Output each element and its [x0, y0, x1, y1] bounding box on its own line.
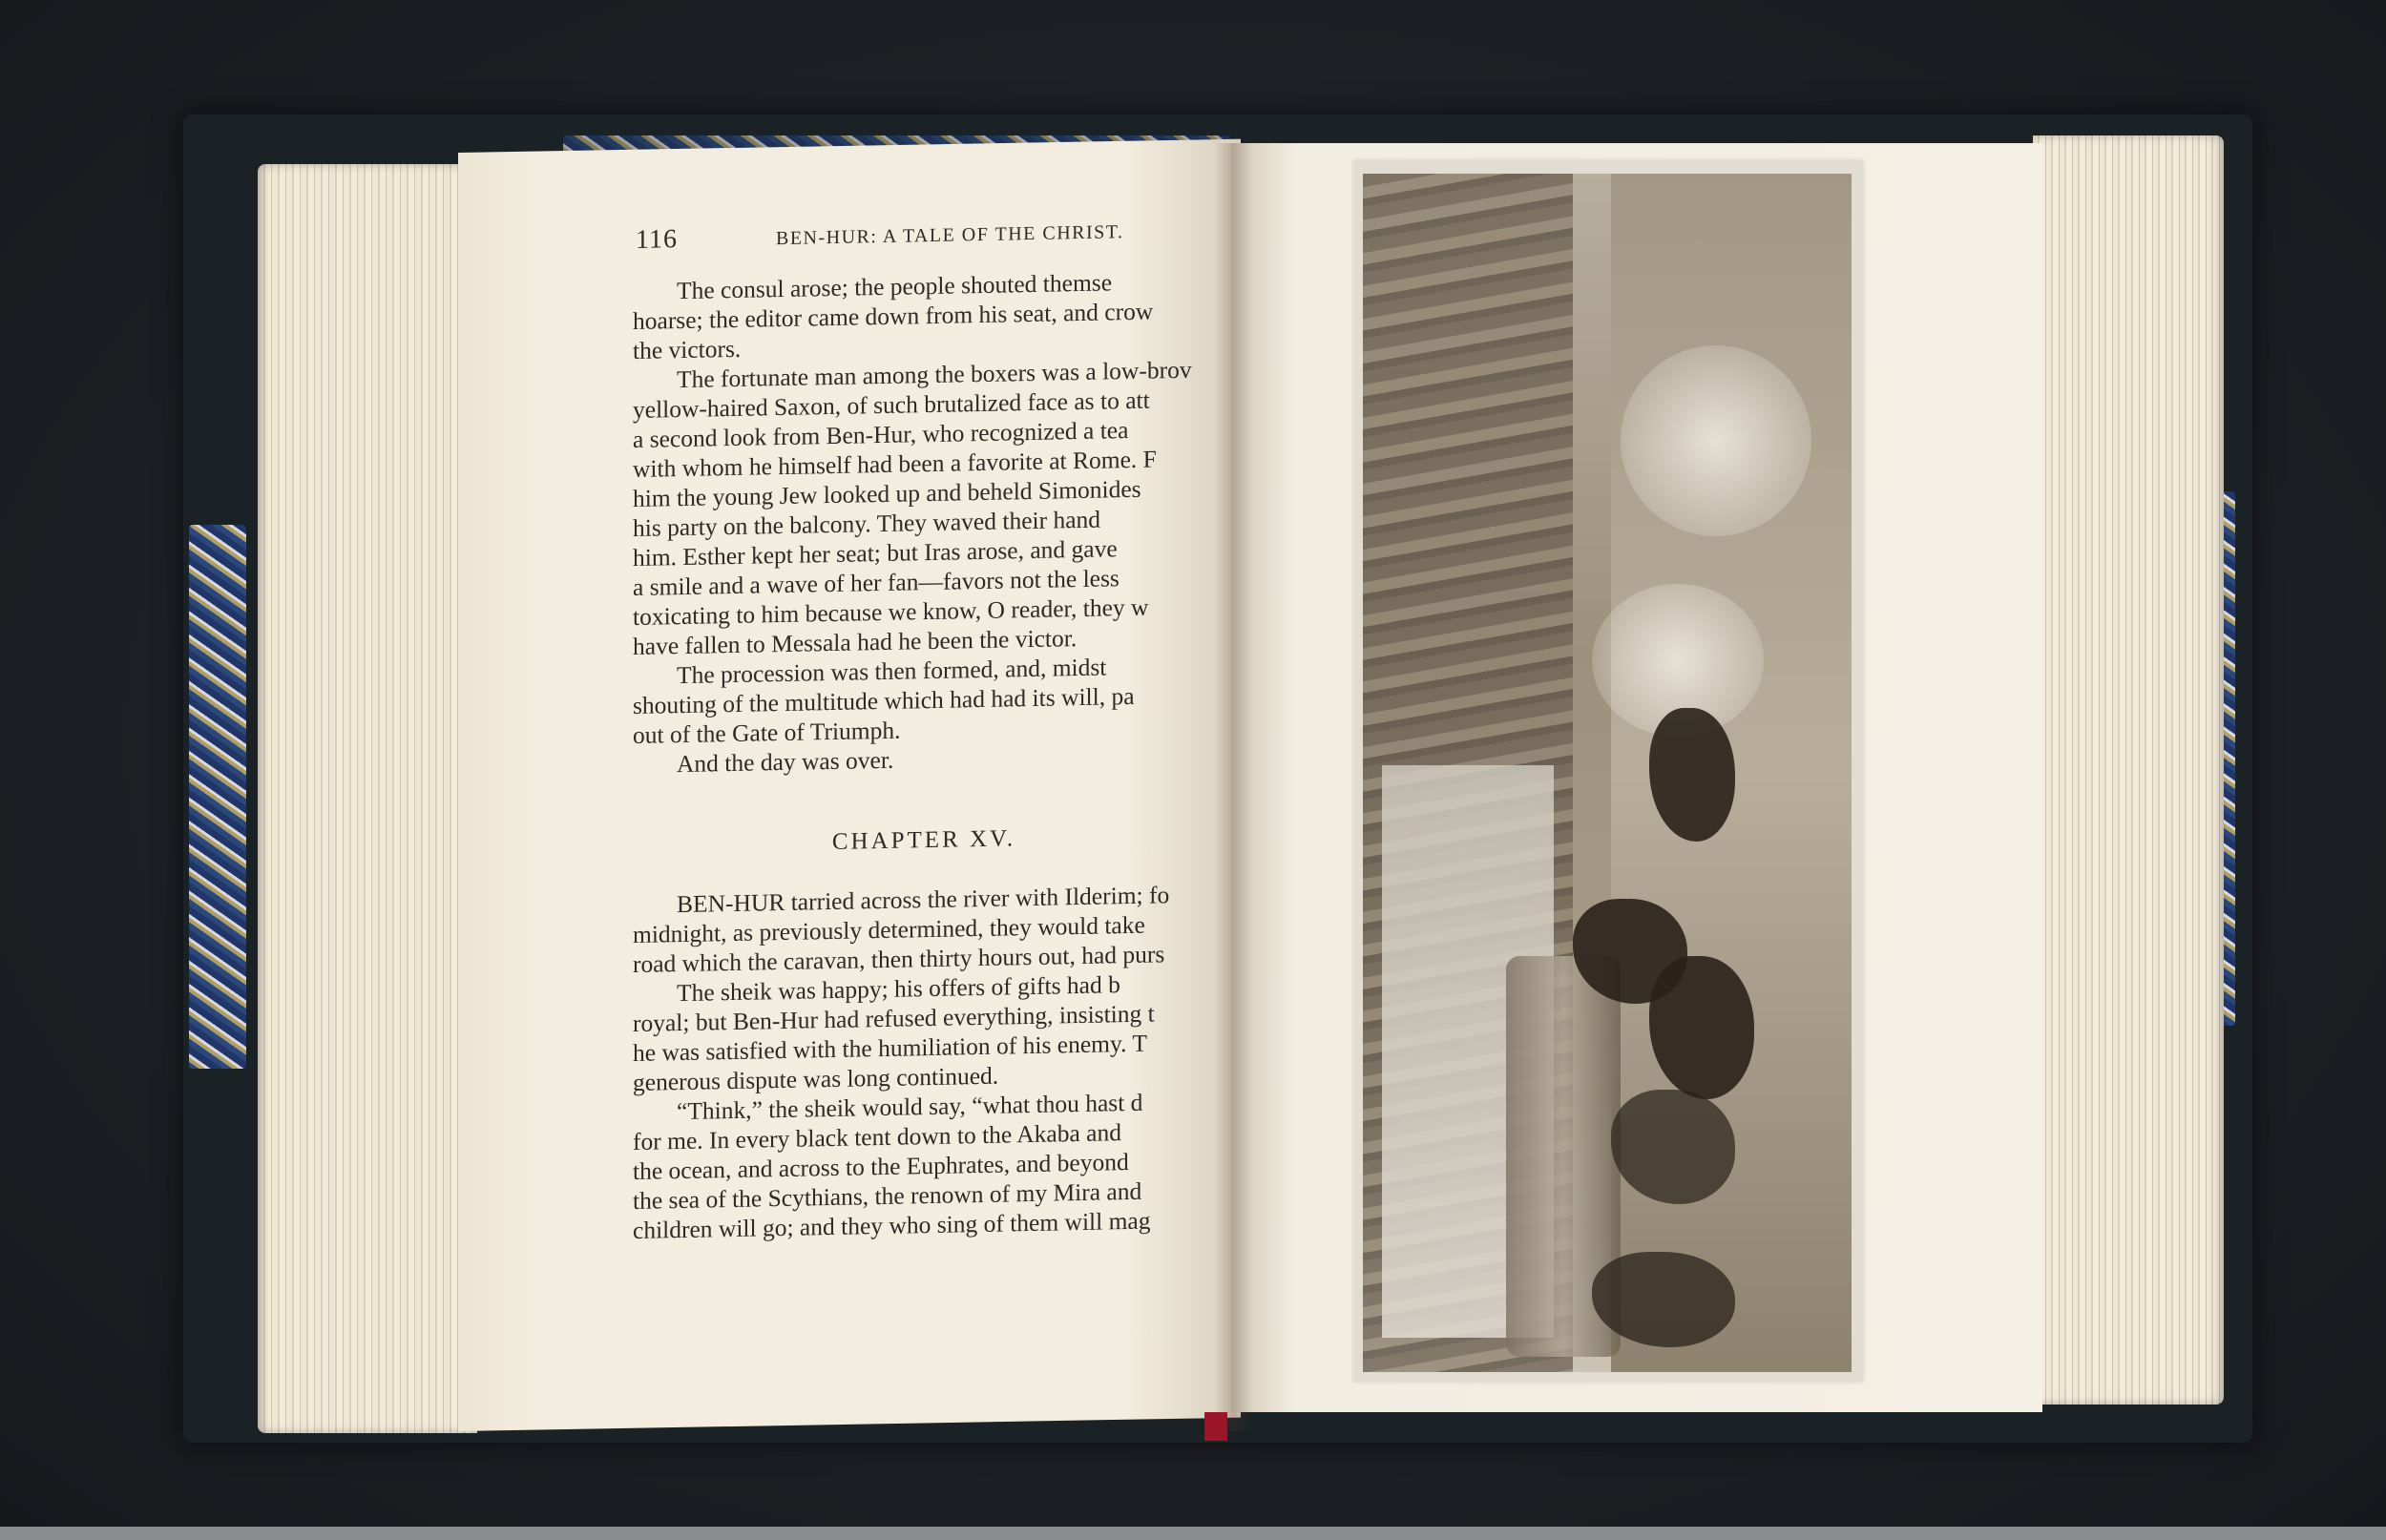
chariot-race-plate — [1363, 174, 1852, 1372]
text-line: yellow-haired Saxon, of such brutalized face as to att — [633, 385, 1150, 424]
text-line: hoarse; the editor came down from his seat, and crow — [633, 297, 1154, 335]
text-line: have fallen to Messala had he been the victor. — [633, 624, 1078, 660]
running-title: BEN-HUR: A TALE OF THE CHRIST. — [776, 221, 1124, 250]
table-edge — [0, 1527, 2386, 1540]
text-line: road which the caravan, then thirty hours out, had purs — [633, 940, 1165, 978]
text-line: with whom he himself had been a favorite at Rome. F — [633, 445, 1157, 483]
paragraph — [633, 265, 1244, 365]
text-line: The fortunate man among the boxers was a low-brov — [677, 355, 1192, 394]
text-line: out of the Gate of Triumph. — [633, 716, 901, 749]
page-block-left — [258, 164, 477, 1433]
paragraphs-after-chapter — [633, 879, 1244, 1245]
text-line: The sheik was happy; his offers of gifts had b — [677, 970, 1120, 1008]
page-block-right — [2033, 135, 2224, 1405]
text-line: his party on the balcony. They waved their hand — [633, 505, 1101, 542]
text-line: the ocean, and across to the Euphrates, and beyond — [633, 1148, 1129, 1185]
text-line: him the young Jew looked up and beheld Simonides — [633, 474, 1141, 512]
text-line: him. Esther kept her seat; but Iras arose, and gave — [633, 534, 1118, 572]
paragraph — [633, 354, 1244, 661]
paragraph — [633, 1086, 1244, 1245]
bookmark-ribbon — [1204, 1412, 1227, 1441]
text-line: shouting of the multitude which had had its will, pa — [633, 681, 1135, 719]
text-line: midnight, as previously determined, they would take — [633, 910, 1145, 948]
chapter-heading: CHAPTER XV. — [831, 825, 1016, 855]
dust-cloud — [1621, 345, 1811, 536]
paragraphs-before-chapter — [633, 265, 1244, 780]
text-line: children will go; and they who sing of them will mag — [633, 1206, 1151, 1244]
page-number: 116 — [636, 224, 678, 255]
text-line: “Think,” the sheik would say, “what thou hast d — [677, 1088, 1143, 1126]
text-line: a second look from Ben-Hur, who recognized a tea — [633, 416, 1129, 453]
page-text — [633, 214, 1244, 1245]
paragraph — [633, 968, 1244, 1097]
text-line: the victors. — [633, 334, 742, 364]
text-line: And the day was over. — [677, 745, 894, 779]
paragraph — [633, 650, 1244, 750]
text-line: toxicating to him because we know, O reader, they w — [633, 593, 1149, 631]
marbled-endpaper-left — [189, 525, 246, 1069]
text-line: he was satisfied with the humiliation of his enemy. T — [633, 1029, 1147, 1067]
text-line: for me. In every black tent down to the Akaba and — [633, 1118, 1121, 1155]
paragraph — [633, 879, 1244, 979]
text-line: generous dispute was long continued. — [633, 1061, 999, 1096]
text-line: royal; but Ben-Hur had refused everything, insisting t — [633, 999, 1155, 1037]
text-line: a smile and a wave of her fan—favors not the less — [633, 564, 1120, 601]
text-line: The consul arose; the people shouted themse — [677, 268, 1113, 305]
text-line: the sea of the Scythians, the renown of my Mira and — [633, 1176, 1142, 1215]
text-line: BEN-HUR tarried across the river with Ilderim; fo — [677, 881, 1170, 919]
text-line: The procession was then formed, and, midst — [677, 653, 1107, 690]
